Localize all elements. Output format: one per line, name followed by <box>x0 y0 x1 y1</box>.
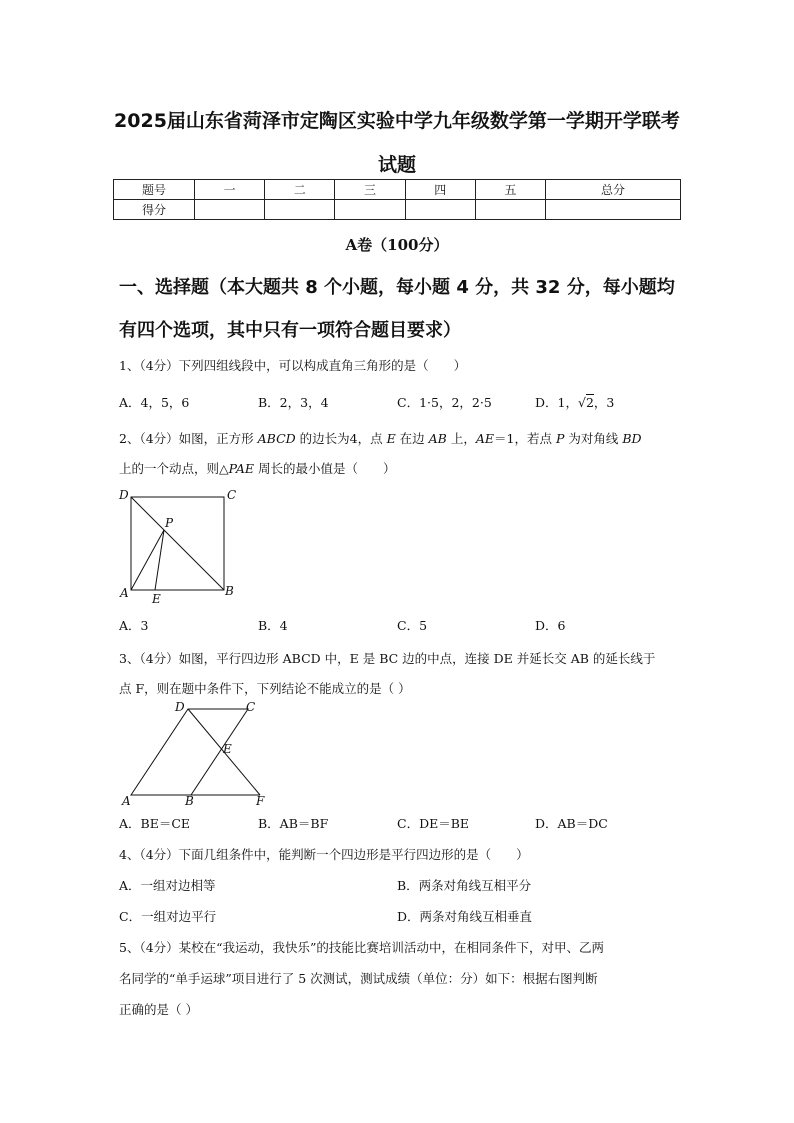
text-run: ＝1，若点 <box>494 431 556 446</box>
q2-option-d: D．6 <box>535 618 566 633</box>
q4-option-d: D．两条对角线互相垂直 <box>397 909 533 924</box>
text-run: AE <box>475 431 495 446</box>
text-run: 上的一个动点，则△ <box>119 461 229 476</box>
document-title: 2025届山东省菏泽市定陶区实验中学九年级数学第一学期开学联考 <box>114 110 680 132</box>
q1-option-a: A．4，5，6 <box>119 395 190 410</box>
q2-option-b: B．4 <box>258 618 288 633</box>
text-run: 为对角线 <box>564 431 623 446</box>
question-5-stem-line1: 5、（4分）某校在“我运动，我快乐”的技能比赛培训活动中，在相同条件下，对甲、乙两 <box>119 940 604 955</box>
q4-option-b: B．两条对角线互相平分 <box>397 878 532 893</box>
volume-heading: A卷（100分） <box>345 236 449 254</box>
section-heading: 一、选择题（本大题共 8 个小题，每小题 4 分，共 32 分，每小题均 <box>119 277 675 298</box>
q2-option-a: A．3 <box>119 618 149 633</box>
q1-option-d-prefix: D．1， <box>535 395 578 410</box>
text-run: 周长的最小值是（ ） <box>254 461 396 476</box>
q1-option-c: C．1·5，2，2·5 <box>397 395 492 410</box>
table-cell: 题号 <box>114 180 195 200</box>
q1-option-d-suffix: ，3 <box>593 395 615 410</box>
text-run: E <box>386 431 396 446</box>
text-run: 2、（4分）如图，正方形 <box>119 431 258 446</box>
table-cell: 五 <box>475 180 545 200</box>
sqrt-symbol: √ <box>577 395 586 410</box>
question-5-stem-line2: 名同学的“单手运球”项目进行了 5 次测试，测试成绩（单位：分）如下：根据右图判断 <box>119 971 598 986</box>
text-run: 的边长为4，点 <box>295 431 387 446</box>
label-e: E <box>152 592 161 606</box>
question-3-stem-line1: 3、（4分）如图，平行四边形 ABCD 中，E 是 BC 边的中点，连接 DE 并延长交 AB 的延长线于 <box>119 651 656 666</box>
score-input-cell <box>335 200 405 220</box>
label-d: D <box>119 488 129 502</box>
question-1-stem: 1、（4分）下列四组线段中，可以构成直角三角形的是（ ） <box>119 358 467 373</box>
text-run: AB <box>428 431 447 446</box>
label-f: F <box>256 794 265 808</box>
section-heading-line2: 有四个选项，其中只有一项符合题目要求） <box>119 320 461 341</box>
label-c: C <box>227 488 237 502</box>
table-cell: 得分 <box>114 200 195 220</box>
text-run: P <box>555 431 565 446</box>
score-input-cell <box>195 200 265 220</box>
text-run: ABCD <box>257 431 296 446</box>
text-run: 在边 <box>395 431 429 446</box>
score-table-header-row <box>114 180 681 200</box>
q1-option-b: B．2，3，4 <box>258 395 329 410</box>
parallelogram-figure <box>115 698 275 810</box>
diagonal-bd <box>131 497 224 590</box>
label-a: A <box>122 794 131 808</box>
score-input-cell <box>475 200 545 220</box>
score-table-score-row <box>114 200 681 220</box>
table-cell: 总分 <box>546 180 681 200</box>
table-cell: 一 <box>195 180 265 200</box>
label-b: B <box>225 584 234 598</box>
q3-option-d: D．AB＝DC <box>535 816 608 831</box>
label-d: D <box>175 700 185 714</box>
label-p: P <box>165 516 174 530</box>
score-input-cell <box>546 200 681 220</box>
question-3-stem-line2: 点 F，则在题中条件下，下列结论不能成立的是（ ） <box>119 681 411 696</box>
score-table <box>113 179 681 220</box>
q1-option-d <box>535 393 614 411</box>
label-e: E <box>223 742 232 756</box>
q3-option-a: A．BE＝CE <box>119 816 191 831</box>
text-run: BD <box>622 431 642 446</box>
label-b: B <box>185 794 194 808</box>
question-4-stem: 4、（4分）下面几组条件中，能判断一个四边形是平行四边形的是（ ） <box>119 847 529 862</box>
question-2-stem-line1 <box>119 429 642 447</box>
table-cell: 二 <box>265 180 335 200</box>
sqrt-radicand: 2 <box>585 395 594 410</box>
question-2-stem-line2 <box>119 459 396 477</box>
question-5-stem-line3: 正确的是（ ） <box>119 1002 198 1017</box>
label-c: C <box>246 700 256 714</box>
label-a: A <box>120 586 129 600</box>
square-figure <box>115 485 240 607</box>
q3-option-c: C．DE＝BE <box>397 816 470 831</box>
document-title-line2: 试题 <box>377 154 416 176</box>
text-run: 上， <box>446 431 476 446</box>
score-input-cell <box>265 200 335 220</box>
score-input-cell <box>405 200 475 220</box>
q4-option-c: C．一组对边平行 <box>119 909 217 924</box>
q3-option-b: B．AB＝BF <box>258 816 329 831</box>
table-cell: 三 <box>335 180 405 200</box>
text-run: PAE <box>228 461 255 476</box>
q4-option-a: A．一组对边相等 <box>119 878 216 893</box>
table-cell: 四 <box>405 180 475 200</box>
q2-option-c: C．5 <box>397 618 428 633</box>
